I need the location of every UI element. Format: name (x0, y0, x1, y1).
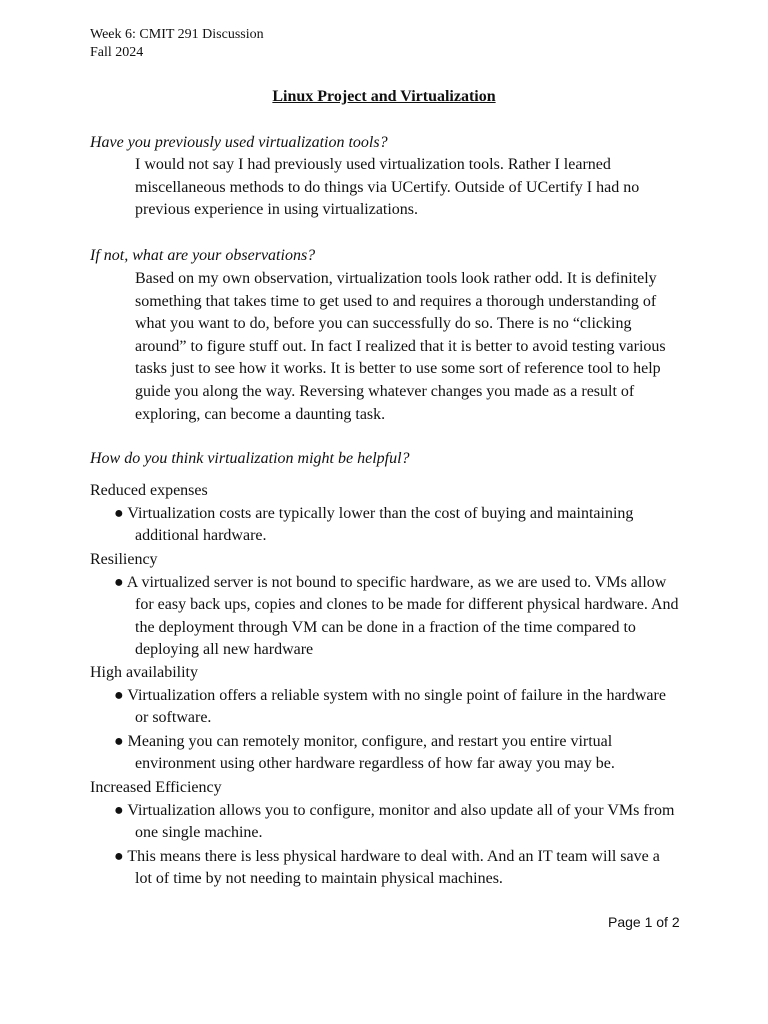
question-2: If not, what are your observations? (90, 247, 316, 264)
answer-2: Based on my own observation, virtualization tools look rather odd. It is definitely something that takes time to get used to and requires a thorough understanding of what you want to do, before you can successfully do so. There is no “clicking around” to figure stuff out. In fact I realized that it is better to avoid testing various tasks just to see how it works. It is better to use some sort of reference tool to help guide you along the way. Reversing whatever changes you made as a result of exploring, can become a daunting task. (135, 270, 666, 423)
bullet-item: ● Virtualization offers a reliable system with no single point of failure in the hardware or software. (114, 686, 666, 727)
section-heading: Increased Efficiency (90, 779, 222, 796)
term-line: Fall 2024 (90, 45, 144, 60)
bullet-item: ● Meaning you can remotely monitor, configure, and restart you entire virtual environment using other hardware regardless of how far away you may be. (114, 732, 615, 773)
bullet-item: ● Virtualization costs are typically lower than the cost of buying and maintaining additional hardware. (114, 504, 634, 545)
page-number: Page 1 of 2 (608, 914, 680, 930)
benefit-section-resiliency (90, 549, 690, 663)
document-header (90, 26, 264, 62)
bullet-item: ● A virtualized server is not bound to specific hardware, as we are used to. VMs allow for easy back ups, copies and clones to be made for different physical hardware. And the deployment through VM can be done in a fraction of the time compared to deploying all new hardware (114, 573, 679, 659)
answer-1: I would not say I had previously used virtualization tools. Rather I learned miscellaneous methods to do things via UCertify. Outside of UCertify I had no previous experience in using virtualizations. (135, 156, 640, 219)
bullet-item: ● Virtualization allows you to configure, monitor and also update all of your VMs from one single machine. (114, 801, 675, 842)
section-heading: Reduced expenses (90, 482, 208, 499)
page-title: Linux Project and Virtualization (272, 88, 496, 105)
benefit-section-increased-efficiency (90, 777, 690, 892)
course-line: Week 6: CMIT 291 Discussion (90, 27, 264, 42)
bullet-item: ● This means there is less physical hardware to deal with. And an IT team will save a lot of time by not needing to maintain physical machines. (114, 847, 660, 888)
section-heading: Resiliency (90, 551, 158, 568)
question-1: Have you previously used virtualization tools? (90, 134, 388, 151)
question-3: How do you think virtualization might be helpful? (90, 450, 410, 467)
section-heading: High availability (90, 664, 198, 681)
benefit-section-high-availability (90, 662, 690, 777)
benefit-section-reduced-expenses (90, 480, 690, 549)
